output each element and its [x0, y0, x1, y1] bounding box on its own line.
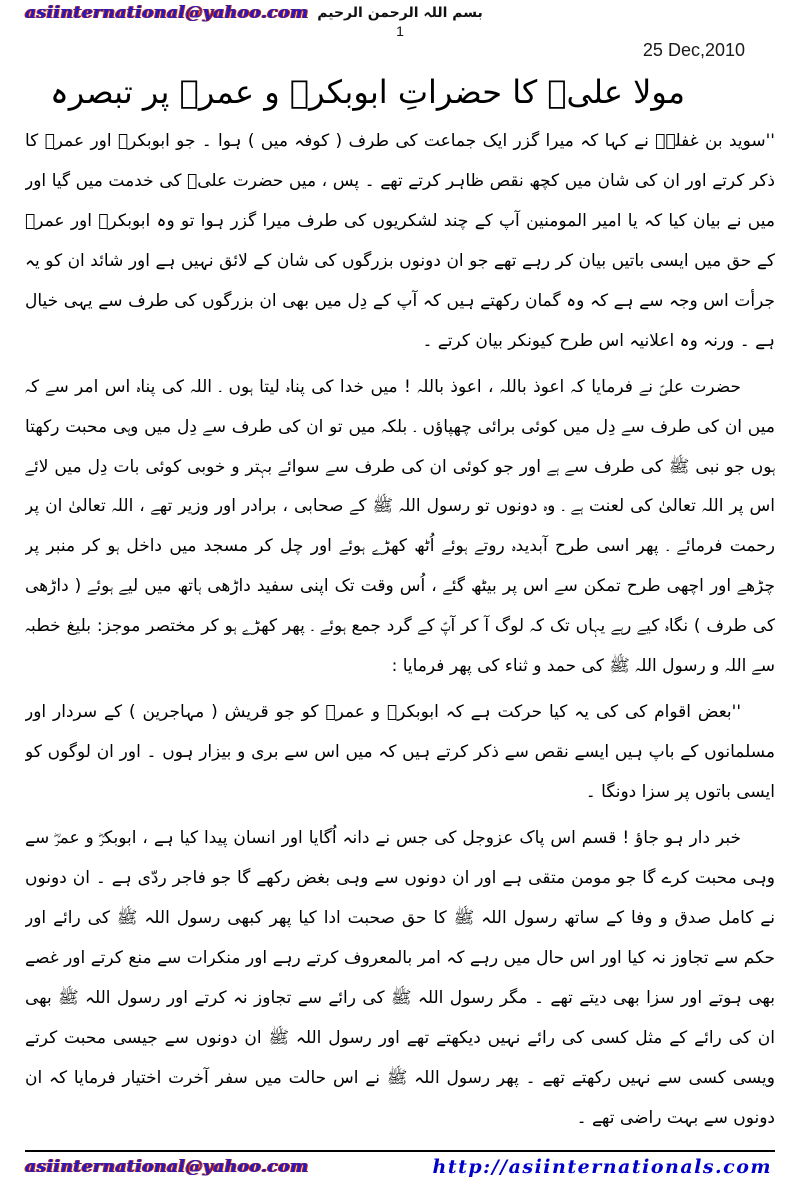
header-email-link[interactable]: asiinternational@yahoo.com [25, 3, 309, 23]
document-body [25, 122, 775, 1142]
document-date: 25 Dec,2010 [642, 40, 745, 60]
footer-divider [25, 1150, 775, 1152]
body-paragraph: خبر دار ہو جاؤ ! قسم اس پاک عزوجل کی جس نے دانہ اُگایا اور انسان پیدا کیا ہے ، ابوبکرؓ و عمرؓ سے وہی محبت کرے گا جو مومن متقی ہے اور ان دونوں سے وہی بغض رکھے گا جو فاجر ردّی ہے ۔ ان دونوں نے کامل صدق و وفا کے ساتھ رسول اللہ ﷺ کا حق صحبت ادا کیا پھر کبھی رسول اللہ ﷺ کی رائے اور حکم سے تجاوز نہ کیا اور اس حال میں رہے کہ امر بالمعروف کرتے رہے اور منکرات سے منع کرتے اور غصے بھی ہوتے اور سزا بھی دیتے تھے ۔ مگر رسول اللہ ﷺ کی رائے سے تجاوز نہ کرتے اور رسول اللہ ﷺ بھی ان کی رائے کے مثل کسی کی رائے نہیں دیکھتے تھے اور رسول اللہ ﷺ ان دونوں سے جیسی محبت کرتے ویسی کسی سے نہیں رکھتے تھے ۔ پھر رسول اللہ ﷺ نے اس حالت میں سفر آخرت اختیار فرمایا کہ ان دونوں سے بہت راضی تھے ۔ [25, 827, 775, 1128]
footer-website-link[interactable]: http://asiinternationals.com [432, 1156, 772, 1178]
bismillah-text: بسم اللہ الرحمن الرحیم [317, 5, 483, 21]
body-paragraph: ''بعض اقوام کی کی یہ کیا حرکت ہے کہ ابوبکرؓ و عمرؓ کو جو قریش ( مہاجرین ) کے سردار اور مسلمانوں کے باپ ہیں ایسے نقص سے ذکر کرتے ہیں کہ میں اس سے بری و بیزار ہوں ۔ اور ان لوگوں کو ایسی باتوں پر سزا دونگا ۔ [25, 702, 775, 802]
page-number: 1 [396, 23, 404, 39]
body-paragraph: ''سوید بن غفلہؓ نے کہا کہ میرا گزر ایک جماعت کی طرف ( کوفہ میں ) ہوا ۔ جو ابوبکرؓ اور عمرؓ کا ذکر کرتے اور ان کی شان میں کچھ نقص ظاہر کرتے تھے ۔ پس ، میں حضرت علیؑ کی خدمت میں گیا اور میں نے بیان کیا کہ یا امیر المومنین آپ کے چند لشکریوں کی طرف میرا گزر ہوا تو وہ ابوبکرؓ اور عمرؓ کے حق میں ایسی باتیں بیان کر رہے تھے جو ان دونوں بزرگوں کی شان کے لائق نہیں ہے اور شائد ان کو یہ جرأت اس وجہ سے ہے کہ وہ گمان رکھتے ہیں کہ آپ کے دِل میں بھی ان بزرگوں کی طرف سے یہی خیال ہے ۔ ورنہ وہ اعلانیہ اس طرح کیونکر بیان کرتے ۔ [25, 131, 775, 351]
footer-email-link[interactable]: asiinternational@yahoo.com [25, 1157, 309, 1177]
document-title: مولا علیؑ کا حضراتِ ابوبکرؓ و عمرؓ پر تبصرہ [50, 73, 685, 112]
body-paragraph: حضرت علیؑ نے فرمایا کہ اعوذ باللہ ، اعوذ باللہ ! میں خدا کی پناہ لیتا ہوں ۔ اللہ کی پناہ اس امر سے کہ میں ان کی طرف سے دِل میں کوئی برائی چھپاؤں ۔ بلکہ میں تو ان کی طرف سے دِل میں وہی محبت رکھتا ہوں جو نبی ﷺ کی طرف سے ہے اور جو کوئی ان کی طرف سے سوائے بہتر و خوبی کوئی بات دِل میں لائے اس پر اللہ تعالیٰ کی لعنت ہے ۔ وہ دونوں تو رسول اللہ ﷺ کے صحابی ، برادر اور وزیر تھے ، اللہ تعالیٰ ان پر رحمت فرمائے ۔ پھر اسی طرح آبدیدہ روتے ہوئے اُٹھ کھڑے ہوئے اور چل کر مسجد میں داخل ہو کر منبر پر چڑھے اور اچھی طرح تمکن سے اس پر بیٹھ گئے ، اُس وقت تک اپنی سفید داڑھی ہاتھ میں لیے ہوئے ( داڑھی کی طرف ) نگاہ کیے رہے یہاں تک کہ لوگ آ کر آپؑ کے گرد جمع ہوئے ۔ پھر کھڑے ہو کر مختصر موجز: بلیغ خطبہ سے اللہ و رسول اللہ ﷺ کی حمد و ثناء کی پھر فرمایا : [25, 376, 775, 677]
